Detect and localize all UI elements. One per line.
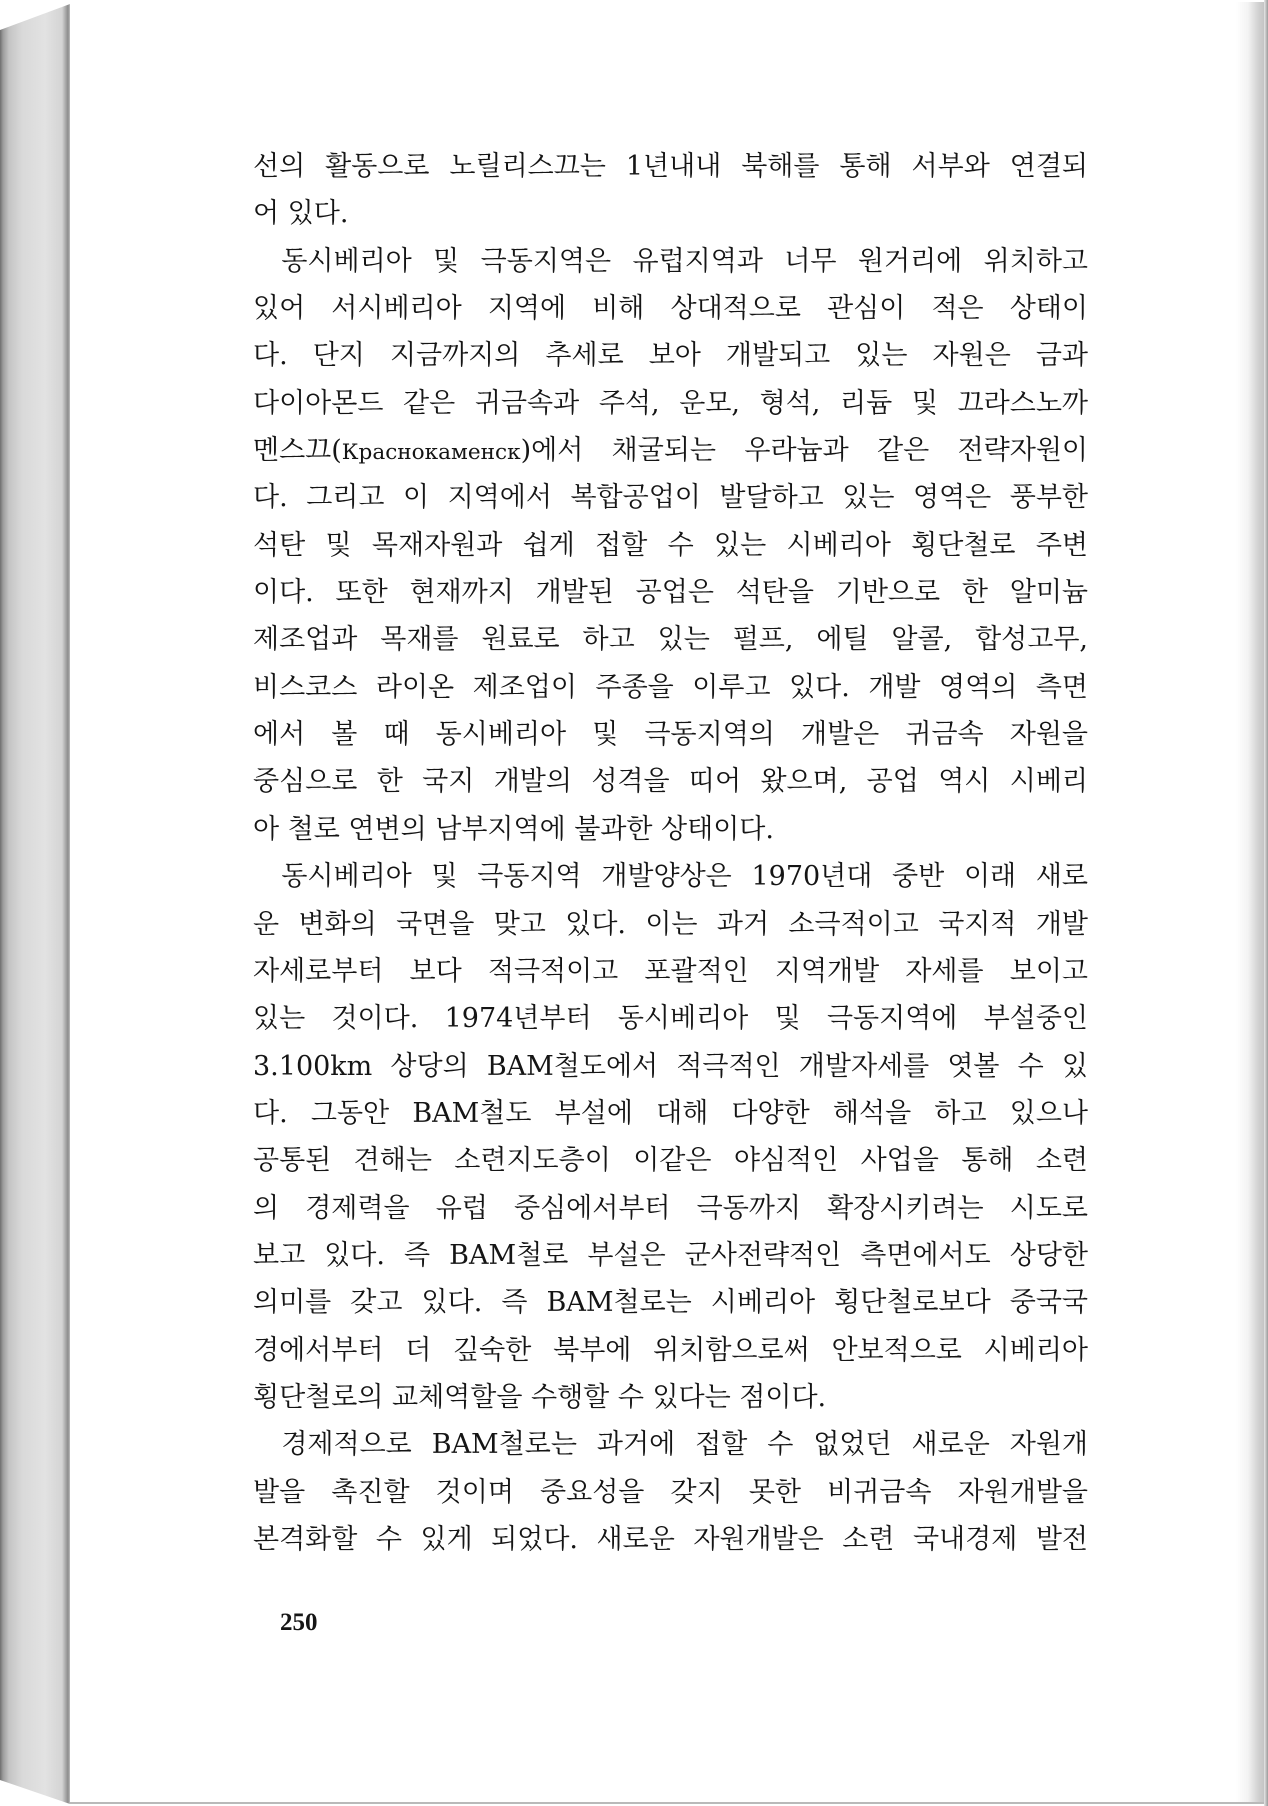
text-line: 보고 있다. 즉 BAM철로 부설은 군사전략적인 측면에서도 상당한 [253,1239,1088,1271]
text-line: 다. 그동안 BAM철도 부설에 대해 다양한 해석을 하고 있으나 [253,1097,1088,1129]
text-line: 경제적으로 BAM철로는 과거에 접할 수 없었던 새로운 자원개 [281,1429,1088,1461]
text-line: 3.100km 상당의 BAM철도에서 적극적인 개발자세를 엿볼 수 있 [253,1050,1088,1082]
text-line: 횡단철로의 교체역할을 수행할 수 있다는 점이다. [253,1381,827,1413]
text-line: 제조업과 목재를 원료로 하고 있는 펄프, 에틸 알콜, 합성고무, [253,624,1088,656]
russian-place-name: Краснокаменск [341,440,521,466]
text-line: 중심으로 한 국지 개발의 성격을 띠어 왔으며, 공업 역시 시베리 [253,766,1088,798]
page-right-edge [1264,0,1268,1806]
text-line: 에서 볼 때 동시베리아 및 극동지역의 개발은 귀금속 자원을 [253,719,1088,751]
paragraph [253,143,1088,238]
text-line: 의 경제력을 유럽 중심에서부터 극동까지 확장시키려는 시도로 [253,1192,1088,1224]
text-segment: )에서 채굴되는 우라늄과 같은 전략자원이 [520,435,1088,467]
text-line: 본격화할 수 있게 되었다. 새로운 자원개발은 소련 국내경제 발전 [253,1523,1088,1555]
book-spine-edge [0,0,70,1806]
text-line: 동시베리아 및 극동지역 개발양상은 1970년대 중반 이래 새로 [281,861,1088,893]
text-line: 다. 그리고 이 지역에서 복합공업이 발달하고 있는 영역은 풍부한 [253,482,1088,514]
paragraph [253,1421,1088,1563]
text-line: 자세로부터 보다 적극적이고 포괄적인 지역개발 자세를 보이고 [253,955,1088,987]
text-line: 다이아몬드 같은 귀금속과 주석, 운모, 형석, 리듐 및 끄라스노까 [253,387,1088,419]
text-line: 의미를 갖고 있다. 즉 BAM철로는 시베리아 횡단철로보다 중국국 [253,1287,1088,1319]
text-line: 공통된 견해는 소련지도층이 이같은 야심적인 사업을 통해 소련 [253,1145,1088,1177]
text-line: 어 있다. [253,198,349,230]
text-line [253,427,1088,474]
text-line: 있는 것이다. 1974년부터 동시베리아 및 극동지역에 부설중인 [253,1003,1088,1035]
text-line: 아 철로 연변의 남부지역에 불과한 상태이다. [253,813,774,845]
text-line: 동시베리아 및 극동지역은 유럽지역과 너무 원거리에 위치하고 [281,245,1088,277]
text-line: 발을 촉진할 것이며 중요성을 갖지 못한 비귀금속 자원개발을 [253,1476,1088,1508]
text-line: 경에서부터 더 깊숙한 북부에 위치함으로써 안보적으로 시베리아 [253,1334,1088,1366]
text-line: 선의 활동으로 노릴리스끄는 1년내내 북해를 통해 서부와 연결되 [253,151,1088,182]
text-line: 석탄 및 목재자원과 쉽게 접할 수 있는 시베리아 횡단철로 주변 [253,529,1088,561]
paragraph [253,238,1088,853]
text-line: 비스코스 라이온 제조업이 주종을 이루고 있다. 개발 영역의 측면 [253,671,1088,703]
paragraph [253,853,1088,1421]
text-segment: 멘스끄( [253,435,342,467]
text-body [253,143,1088,1563]
text-line: 이다. 또한 현재까지 개발된 공업은 석탄을 기반으로 한 알미늄 [253,577,1088,609]
text-line: 있어 서시베리아 지역에 비해 상대적으로 관심이 적은 상태이 [253,293,1088,325]
text-line: 다. 단지 지금까지의 추세로 보아 개발되고 있는 자원은 금과 [253,340,1088,372]
text-line: 운 변화의 국면을 맞고 있다. 이는 과거 소극적이고 국지적 개발 [253,908,1088,940]
page-number: 250 [280,1609,318,1636]
